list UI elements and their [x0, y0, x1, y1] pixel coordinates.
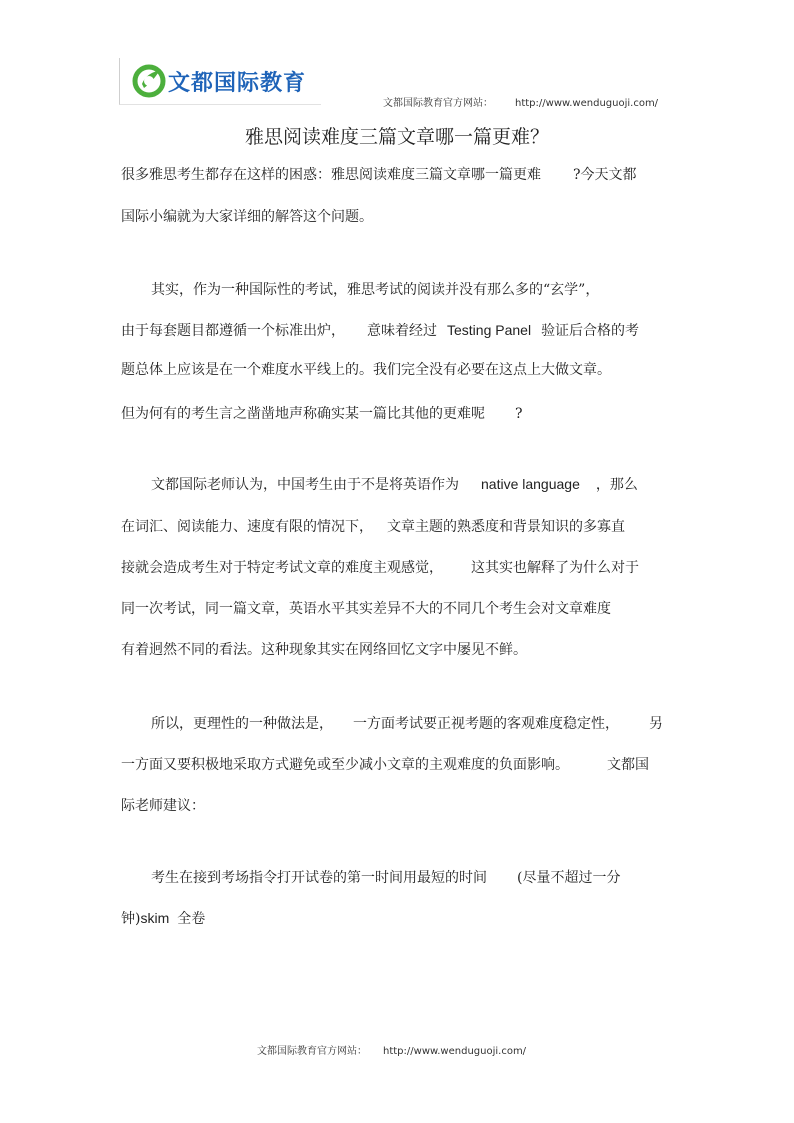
- p3-line-5: 有着迥然不同的看法。这种现象其实在网络回忆文字中屡见不鲜。: [121, 642, 527, 658]
- p2-line-1: 其实，作为一种国际性的考试，雅思考试的阅读并没有那么多的“玄学”，: [151, 282, 600, 298]
- p1-line-1: [121, 164, 637, 184]
- p3-line-1: [151, 474, 638, 494]
- text-span: 文都国际老师认为，中国考生由于不是将英语作为: [151, 477, 459, 493]
- page-title: 雅思阅读难度三篇文章哪一篇更难？: [244, 126, 549, 148]
- text-span: 在词汇、阅读能力、速度有限的情况下，: [121, 519, 373, 535]
- text-span: 很多雅思考生都存在这样的困惑：雅思阅读难度三篇文章哪一篇更难: [121, 167, 541, 183]
- header-site-info: [383, 94, 658, 109]
- header-site-url[interactable]: http://www.wenduguoji.com/: [515, 98, 659, 109]
- logo-text: 文都国际教育: [168, 71, 307, 96]
- text-span: 文章主题的熟悉度和背景知识的多寡直: [387, 519, 625, 535]
- text-span: 考生在接到考场指令打开试卷的第一时间用最短的时间: [151, 870, 487, 886]
- text-span: Testing Panel: [447, 322, 532, 338]
- p2-line-3: 题总体上应该是在一个难度水平线上的。我们完全没有必要在这点上大做文章。: [121, 362, 611, 378]
- text-span: 但为何有的考生言之凿凿地声称确实某一篇比其他的更难呢: [121, 406, 485, 422]
- p5-line-2: [121, 908, 205, 928]
- text-span: ?: [515, 406, 523, 422]
- text-span: 意味着经过: [367, 323, 437, 339]
- text-span: skim: [140, 910, 170, 926]
- text-span: 另: [649, 716, 663, 732]
- text-span: 一方面又要积极地采取方式避免或至少减小文章的主观难度的负面影响。: [121, 757, 569, 773]
- p4-line-2: [121, 754, 649, 774]
- text-span: 全卷: [177, 911, 206, 927]
- text-span: (尽量不超过一分: [517, 870, 621, 886]
- p2-line-2: [121, 320, 639, 340]
- text-span: 文都国: [607, 757, 649, 773]
- text-span: 这其实也解释了为什么对于: [471, 560, 639, 576]
- text-span: 所以，更理性的一种做法是，: [151, 716, 333, 732]
- p3-line-4: 同一次考试，同一篇文章，英语水平其实差异不大的不同几个考生会对文章难度: [121, 601, 611, 617]
- p4-line-1: [151, 713, 663, 733]
- text-span: ?今天文都: [573, 167, 637, 183]
- text-span: 由于每套题目都遵循一个标准出炉，: [121, 323, 345, 339]
- logo-icon: [132, 64, 166, 98]
- footer-site-info: [257, 1042, 526, 1057]
- p1-line-2: 国际小编就为大家详细的解答这个问题。: [121, 209, 373, 225]
- p3-line-2: [121, 516, 625, 536]
- footer-site-label: 文都国际教育官方网站：: [257, 1046, 367, 1057]
- text-span: ，那么: [595, 477, 638, 493]
- logo: [119, 58, 321, 105]
- text-span: 钟): [121, 911, 141, 927]
- footer-site-url[interactable]: http://www.wenduguoji.com/: [383, 1046, 527, 1057]
- text-span: native language: [481, 476, 580, 492]
- text-span: 接就会造成考生对于特定考试文章的难度主观感觉，: [121, 560, 443, 576]
- header-site-label: 文都国际教育官方网站：: [383, 98, 493, 109]
- p3-line-3: [121, 557, 639, 577]
- p5-line-1: [151, 867, 620, 887]
- p4-line-3: 际老师建议：: [121, 798, 205, 814]
- p2-line-4: [121, 403, 523, 423]
- text-span: 验证后合格的考: [541, 323, 640, 339]
- text-span: 一方面考试要正视考题的客观难度稳定性，: [353, 716, 619, 732]
